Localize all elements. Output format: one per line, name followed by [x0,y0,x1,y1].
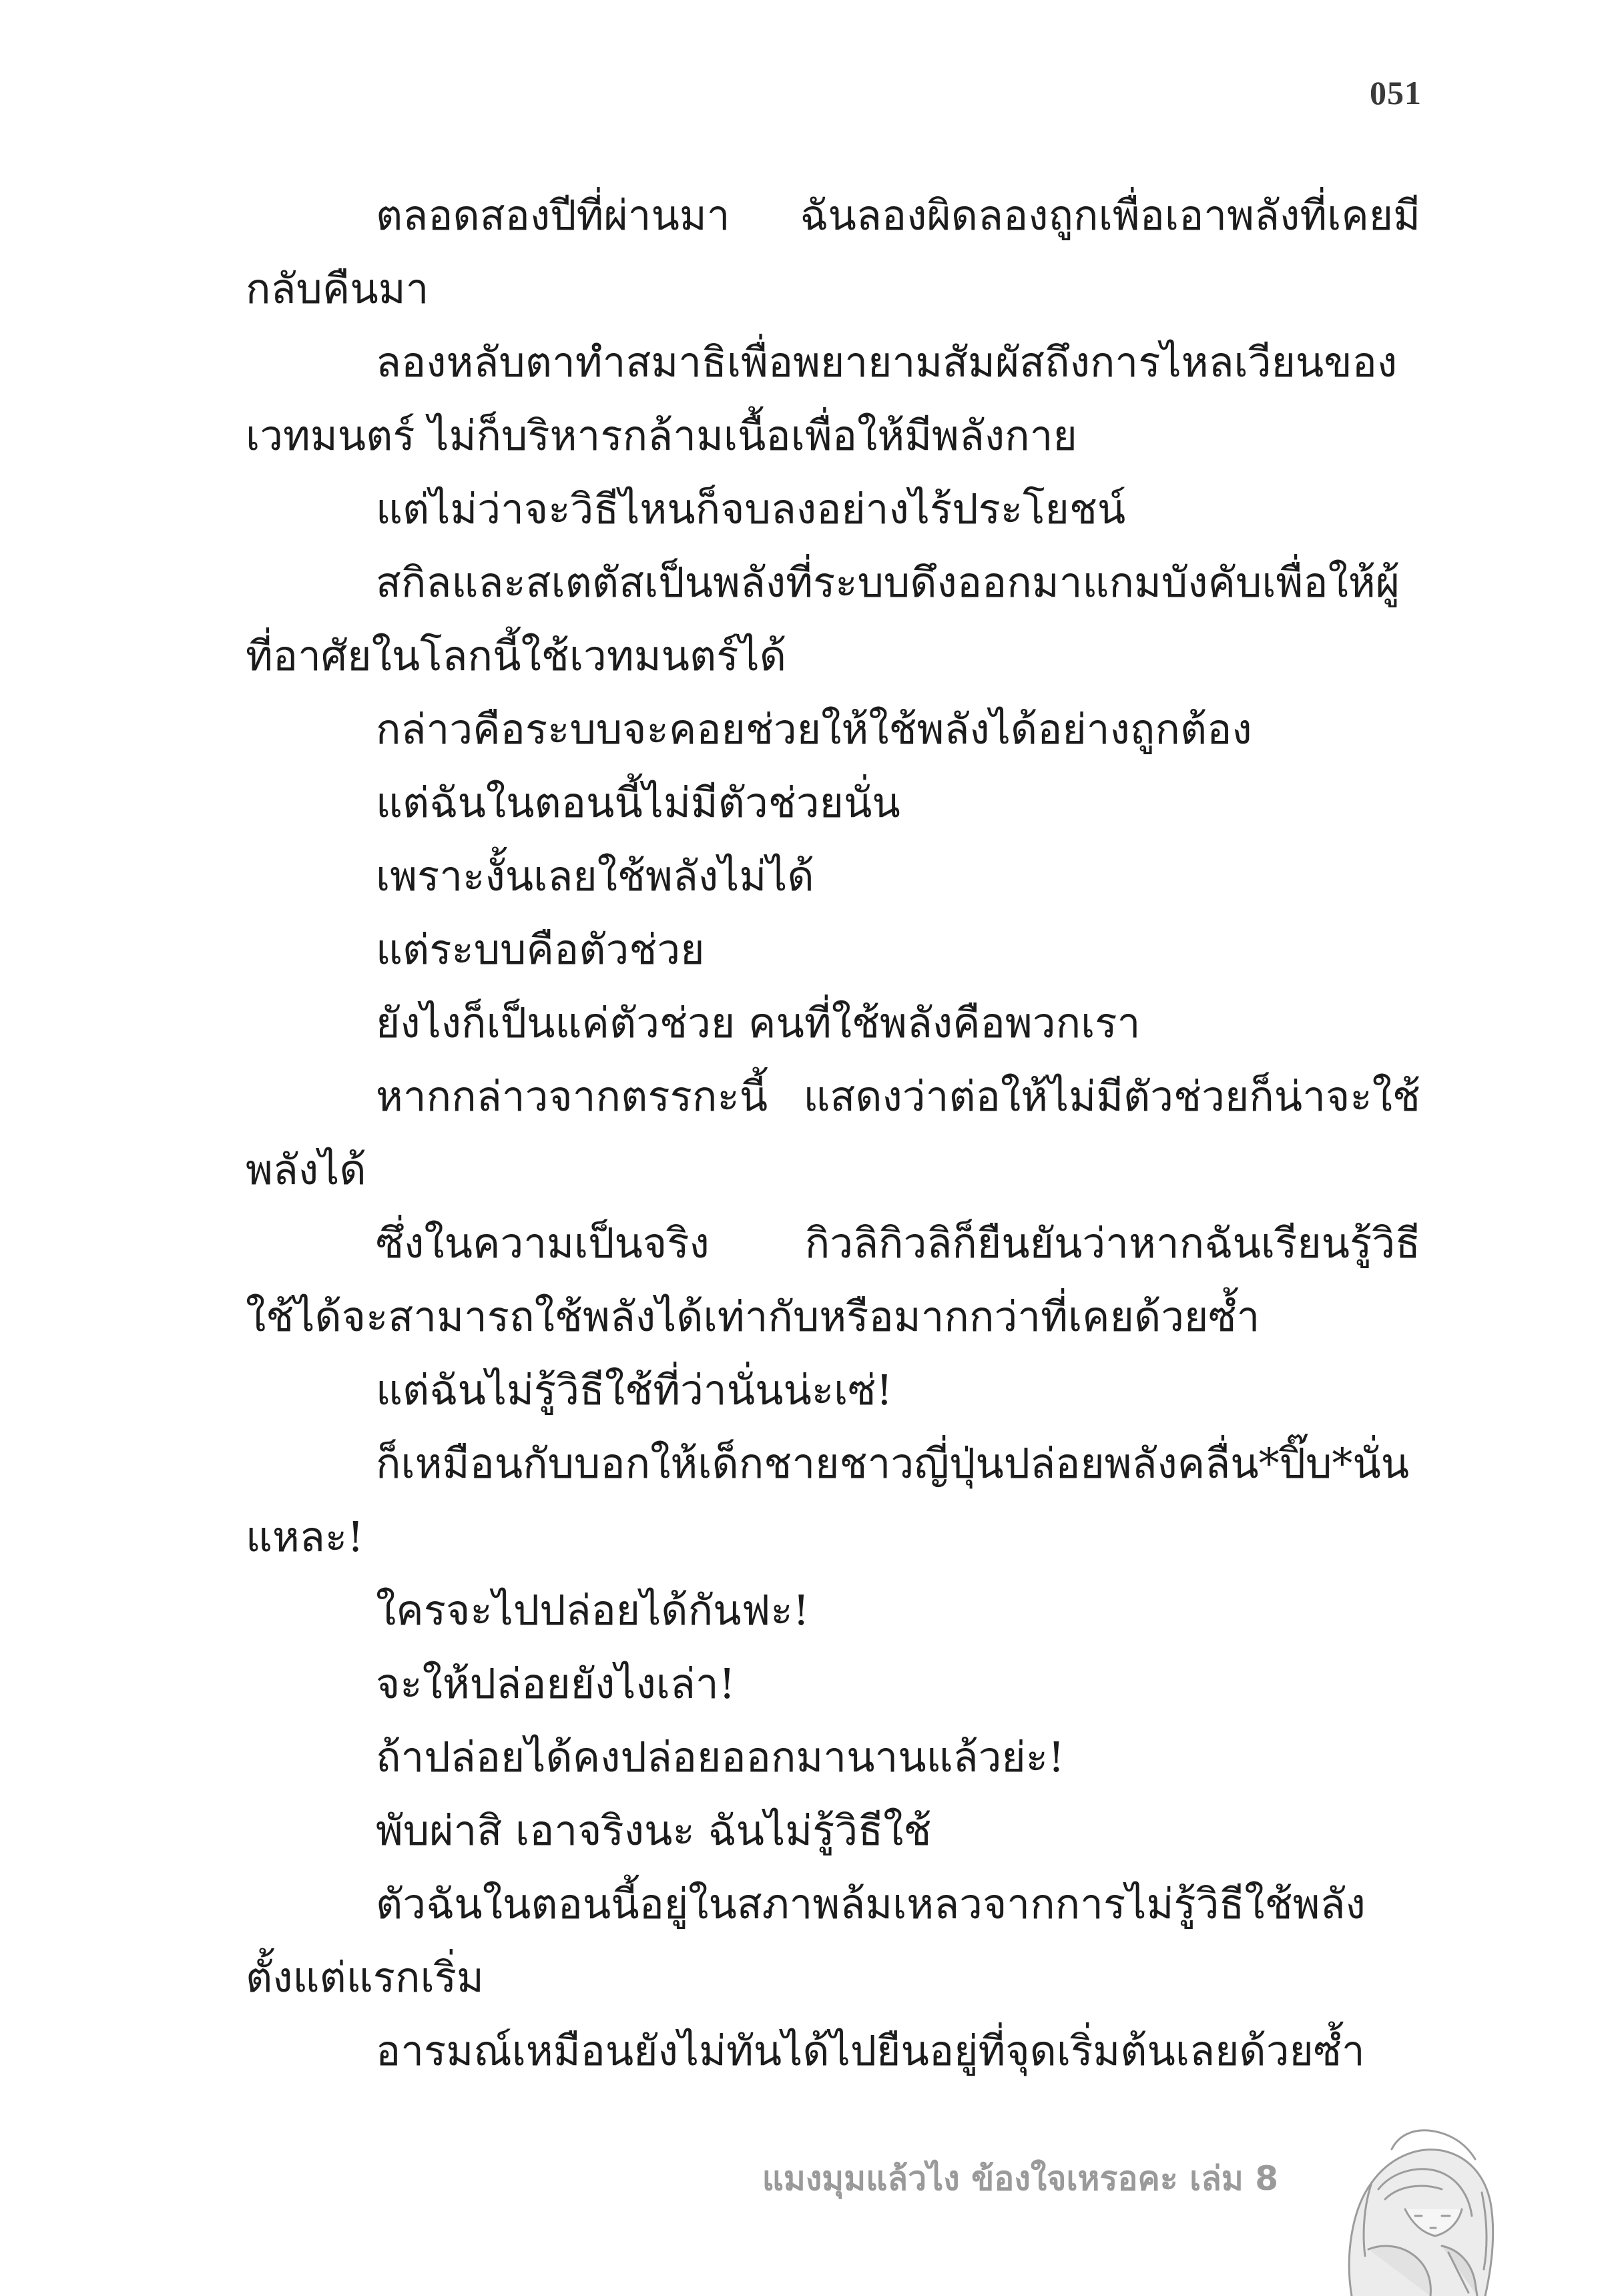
paragraph: จะให้ปล่อยยังไงเล่า! [376,1659,736,1708]
paragraph: ตัวฉันในตอนนี้อยู่ในสภาพล้มเหลวจากการไม่รู้วิธีใช้พลังตั้งแต่แรกเริ่ม [246,1880,1366,2002]
paragraph: ตลอดสองปีที่ผ่านมา ฉันลองผิดลองถูกเพื่อเอาพลังที่เคยมีกลับคืนมา [246,191,1420,313]
paragraph: พับผ่าสิ เอาจริงนะ ฉันไม่รู้วิธีใช้ [376,1806,932,1855]
paragraph: ยังไงก็เป็นแค่ตัวช่วย คนที่ใช้พลังคือพวกเรา [376,998,1141,1047]
paragraph: สกิลและสเตตัสเป็นพลังที่ระบบดึงออกมาแกมบังคับเพื่อให้ผู้ที่อาศัยในโลกนี้ใช้เวทมนตร์ได้ [246,558,1400,680]
paragraph: แต่ระบบคือตัวช่วย [376,925,705,974]
footer [0,2109,1612,2296]
paragraph: ลองหลับตาทำสมาธิเพื่อพยายามสัมผัสถึงการไหลเวียนของเวทมนตร์ ไม่ก็บริหารกล้ามเนื้อเพื่อให้มีพลังกาย [246,338,1398,460]
paragraph: ใครจะไปปล่อยได้กันฟะ! [376,1586,810,1635]
paragraph: ก็เหมือนกับบอกให้เด็กชายชาวญี่ปุ่นปล่อยพลังคลื่น*ปิ๊บ*นั่นแหละ! [246,1439,1410,1561]
paragraph: อารมณ์เหมือนยังไม่ทันได้ไปยืนอยู่ที่จุดเริ่มต้นเลยด้วยซ้ำ [376,2026,1365,2075]
body-text [246,179,1420,2088]
paragraph: กล่าวคือระบบจะคอยช่วยให้ใช้พลังได้อย่างถูกต้อง [376,705,1252,754]
paragraph: แต่ฉันในตอนนี้ไม่มีตัวช่วยนั่น [376,778,900,827]
page-number: 051 [1370,74,1422,111]
paragraph: หากกล่าวจากตรรกะนี้ แสดงว่าต่อให้ไม่มีตัวช่วยก็น่าจะใช้พลังได้ [246,1072,1420,1194]
paragraph: ซึ่งในความเป็นจริง กิวลิกิวลิก็ยืนยันว่าหากฉันเรียนรู้วิธีใช้ได้จะสามารถใช้พลังได้เท่ากับหรือมากกว่าที่เคยด้วยซ้ำ [246,1219,1420,1341]
paragraph: ถ้าปล่อยได้คงปล่อยออกมานานแล้วย่ะ! [376,1733,1065,1781]
paragraph: แต่ไม่ว่าจะวิธีไหนก็จบลงอย่างไร้ประโยชน์ [376,485,1126,533]
book-title-footer: แมงมุมแล้วไง ข้องใจเหรอคะ เล่ม 8 [762,2159,1278,2198]
paragraph: แต่ฉันไม่รู้วิธีใช้ที่ว่านั่นน่ะเซ่! [376,1366,893,1414]
character-illustration [1305,2109,1512,2296]
paragraph: เพราะงั้นเลยใช้พลังไม่ได้ [376,852,814,900]
